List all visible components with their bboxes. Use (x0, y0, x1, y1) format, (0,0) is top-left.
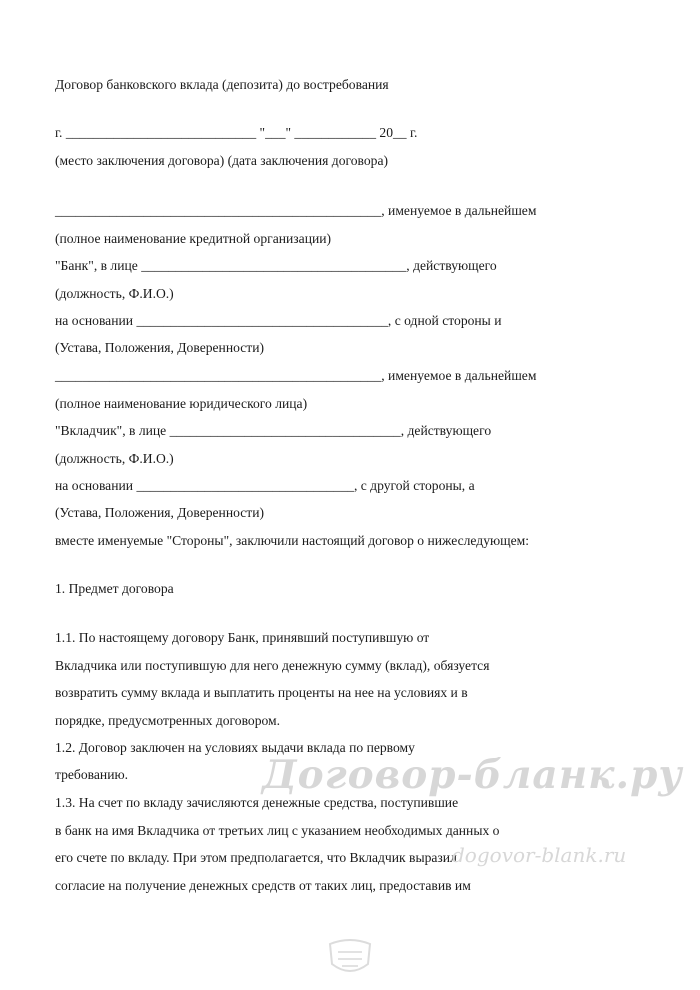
bank-representative-caption: (должность, Ф.И.О.) (55, 286, 174, 301)
depositor-name-line: ________________________________________________, именуемое в дальнейшем (55, 368, 537, 383)
watermark-main: Договор-бланк.ру (262, 752, 683, 798)
section-heading: 1. Предмет договора (55, 581, 174, 596)
bank-name-caption: (полное наименование кредитной организации) (55, 231, 332, 246)
bank-basis-line: на основании _____________________________________, с одной стороны и (55, 313, 502, 328)
document-title: Договор банковского вклада (депозита) до востребования (55, 77, 389, 92)
paragraph-line: согласие на получение денежных средств от таких лиц, предоставив им (55, 878, 471, 893)
place-date-line: г. ____________________________ "___" ____________ 20__ г. (55, 125, 418, 140)
depositor-basis-line: на основании ________________________________, с другой стороны, а (55, 478, 475, 493)
paragraph-line: его счете по вкладу. При этом предполагается, что Вкладчик выразил (55, 850, 457, 865)
paragraph-line: Вкладчика или поступившую для него денежную сумму (вклад), обязуется (55, 658, 490, 673)
paragraph-line: порядке, предусмотренных договором. (55, 713, 281, 728)
parties-agreement-line: вместе именуемые "Стороны", заключили настоящий договор о нижеследующем: (55, 533, 530, 548)
place-date-caption: (место заключения договора) (дата заключения договора) (55, 153, 389, 168)
depositor-representative-caption: (должность, Ф.И.О.) (55, 451, 174, 466)
watermark-shield-icon (322, 938, 378, 978)
depositor-basis-caption: (Устава, Положения, Доверенности) (55, 505, 265, 520)
paragraph-line: в банк на имя Вкладчика от третьих лиц с указанием необходимых данных о (55, 823, 500, 838)
watermark-sub: dogovor-blank.ru (452, 843, 627, 867)
bank-name-line: ________________________________________________, именуемое в дальнейшем (55, 203, 537, 218)
bank-representative-line: "Банк", в лице _______________________________________, действующего (55, 258, 497, 273)
paragraph-line: возвратить сумму вклада и выплатить проценты на нее на условиях и в (55, 685, 468, 700)
paragraph-line: 1.3. На счет по вкладу зачисляются денежные средства, поступившие (55, 795, 459, 810)
paragraph-line: 1.2. Договор заключен на условиях выдачи вклада по первому (55, 740, 415, 755)
depositor-name-caption: (полное наименование юридического лица) (55, 396, 308, 411)
paragraph-line: 1.1. По настоящему договору Банк, принявший поступившую от (55, 630, 430, 645)
depositor-representative-line: "Вкладчик", в лице __________________________________, действующего (55, 423, 492, 438)
bank-basis-caption: (Устава, Положения, Доверенности) (55, 340, 265, 355)
paragraph-line: требованию. (55, 767, 129, 782)
